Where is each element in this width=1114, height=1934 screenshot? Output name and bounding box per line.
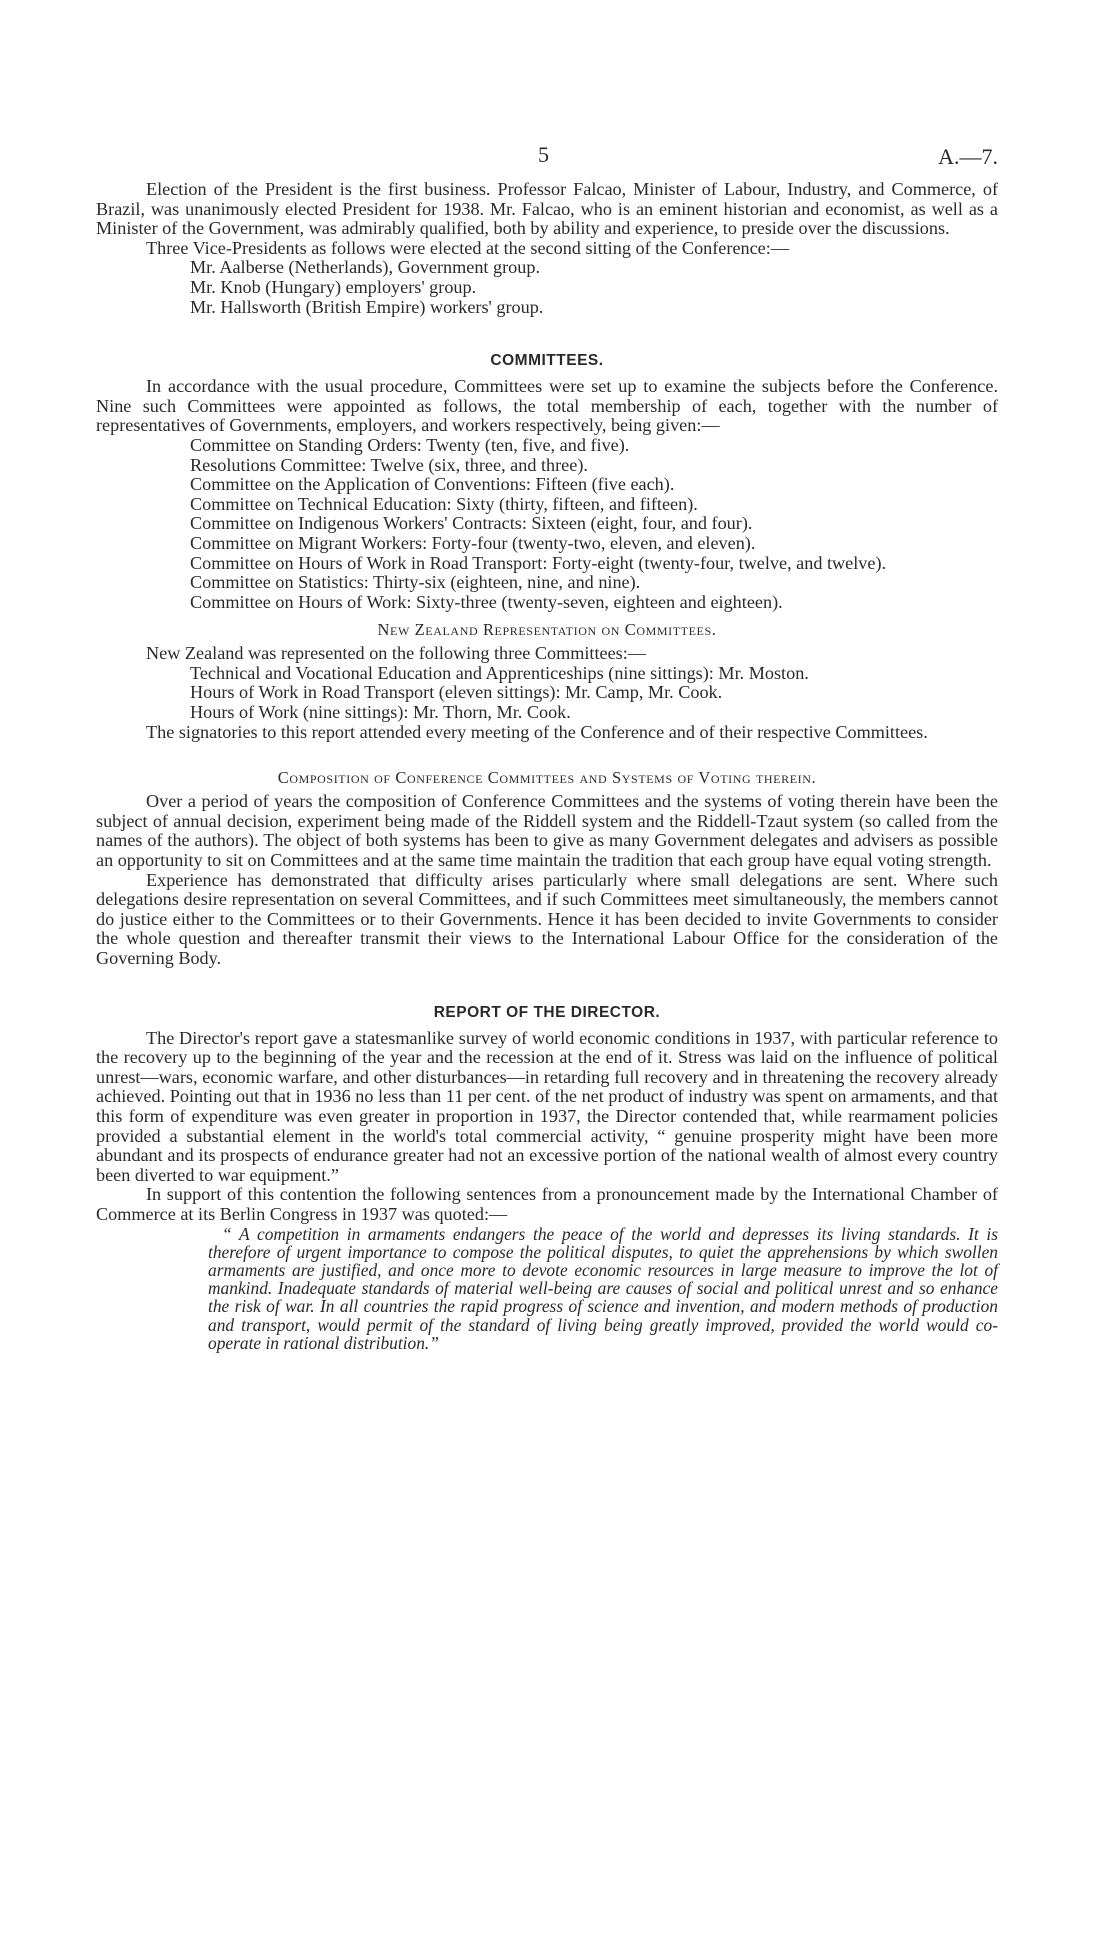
chamber-of-commerce-quote bbox=[208, 1225, 998, 1352]
president-paragraph: Election of the President is the first business. Professor Falcao, Minister of Labour, Industry, and Commerce, of Brazil, was unanimously elected President for 1938. Mr. Falcao, who is an eminent historian and economist, as well as a Minister of the Government, was admirably qualified, both by ability and experience, to preside over the discussions. bbox=[96, 179, 998, 239]
composition-paragraph-1: Over a period of years the composition of Conference Committees and the systems of voting therein have been the subject of annual decision, experiment being made of the Riddell system and the Riddell-Tzaut system (so called from the names of the authors). The object of both systems has been to give as many Government delegates and advisers as possible an opportunity to sit on Committees and at the same time maintain the tradition that each group have equal voting strength. bbox=[96, 791, 998, 871]
director-paragraph-2: In support of this contention the following sentences from a pronouncement made by the International Chamber of Commerce at its Berlin Congress in 1937 was quoted:— bbox=[96, 1184, 998, 1224]
document-page bbox=[96, 118, 998, 1352]
list-item: Committee on Hours of Work: Sixty-three (twenty-seven, eighteen and eighteen). bbox=[190, 591, 783, 612]
page-number: 5 bbox=[538, 142, 549, 167]
vice-presidents-list bbox=[190, 258, 998, 317]
quote-text: “ A competition in armaments endangers the peace of the world and depresses its living standards. It is therefore of urgent importance to compose the political disputes, to quiet the apprehensions by which swollen armaments are justified, and once more to devote economic resources in large measure to improve the lot of mankind. Inadequate standards of material well-being are causes of social and political unrest and so enhance the risk of war. In all countries the rapid progress of science and invention, and modern methods of production and transport, would permit of the standard of living being greatly improved, provided the world would co-operate in rational distribution.” bbox=[208, 1223, 998, 1353]
list-item: Committee on Indigenous Workers' Contracts: Sixteen (eight, four, and four). bbox=[190, 513, 753, 534]
list-item: Mr. Knob (Hungary) employers' group. bbox=[190, 276, 477, 297]
list-item: Committee on Migrant Workers: Forty-four (twenty-two, eleven, and eleven). bbox=[190, 532, 756, 553]
list-item: Technical and Vocational Education and Apprenticeships (nine sittings): Mr. Moston. bbox=[190, 662, 809, 683]
composition-heading: Composition of Conference Committees and Systems of Voting therein. bbox=[277, 768, 817, 788]
list-item: Hours of Work in Road Transport (eleven sittings): Mr. Camp, Mr. Cook. bbox=[190, 682, 723, 703]
director-paragraph-1: The Director's report gave a statesmanlike survey of world economic conditions in 1937, with particular reference to the recovery up to the beginning of the year and the recession at the end of it. Stress was laid on the influence of political unrest—wars, economic warfare, and other disturbances—in retarding full recovery and in threatening the recovery already achieved. Pointing out that in 1936 no less than 11 per cent. of the net product of industry was spent on armaments, and that this form of expenditure was even greater in proportion in 1937, the Director contended that, while rearmament policies provided a substantial element in the world's total commercial activity, “ genuine prosperity might have been more abundant and its prospects of endurance greater had not an excessive portion of the national wealth of almost every country been diverted to war equipment.” bbox=[96, 1027, 998, 1185]
nz-representation-section bbox=[96, 620, 998, 742]
document-reference: A.—7. bbox=[938, 144, 998, 169]
list-item: Committee on Standing Orders: Twenty (ten, five, and five). bbox=[190, 434, 630, 455]
committees-list bbox=[190, 436, 998, 612]
list-item: Mr. Hallsworth (British Empire) workers' group. bbox=[190, 296, 544, 317]
list-item: Committee on Hours of Work in Road Transport: Forty-eight (twenty-four, twelve, and twelve). bbox=[190, 552, 887, 573]
list-item: Mr. Aalberse (Netherlands), Government group. bbox=[190, 257, 541, 278]
nz-representation-intro: New Zealand was represented on the following three Committees:— bbox=[146, 643, 647, 664]
nz-representation-closing: The signatories to this report attended every meeting of the Conference and of their respective Committees. bbox=[146, 721, 928, 742]
director-report-section bbox=[96, 1003, 998, 1352]
committees-intro: In accordance with the usual procedure, Committees were set up to examine the subjects before the Conference. Nine such Committees were appointed as follows, the total membership of each, together with the number of representatives of Governments, employers, and workers respectively, being given:— bbox=[96, 376, 998, 436]
committees-section bbox=[96, 351, 998, 612]
list-item: Committee on the Application of Conventions: Fifteen (five each). bbox=[190, 474, 675, 495]
committees-heading: COMMITTEES. bbox=[490, 352, 604, 370]
president-section bbox=[96, 180, 998, 317]
director-report-heading: REPORT OF THE DIRECTOR. bbox=[433, 1003, 661, 1021]
list-item: Committee on Statistics: Thirty-six (eighteen, nine, and nine). bbox=[190, 572, 641, 593]
page-header bbox=[96, 118, 998, 169]
vice-presidents-intro: Three Vice-Presidents as follows were elected at the second sitting of the Conference:— bbox=[146, 237, 789, 258]
composition-section bbox=[96, 768, 998, 968]
composition-paragraph-2: Experience has demonstrated that difficulty arises particularly where small delegations are sent. Where such delegations desire representation on several Committees, and if such Committees meet simultaneously, the members cannot do justice either to the Committees or to their Governments. Hence it has been decided to invite Governments to consider the whole question and thereafter transmit their views to the International Labour Office for the consideration of the Governing Body. bbox=[96, 869, 998, 968]
nz-committees-list bbox=[190, 664, 998, 723]
list-item: Resolutions Committee: Twelve (six, three, and three). bbox=[190, 454, 588, 475]
nz-representation-heading: New Zealand Representation on Committees. bbox=[377, 620, 717, 640]
list-item: Committee on Technical Education: Sixty (thirty, fifteen, and fifteen). bbox=[190, 493, 698, 514]
list-item: Hours of Work (nine sittings): Mr. Thorn, Mr. Cook. bbox=[190, 702, 571, 723]
